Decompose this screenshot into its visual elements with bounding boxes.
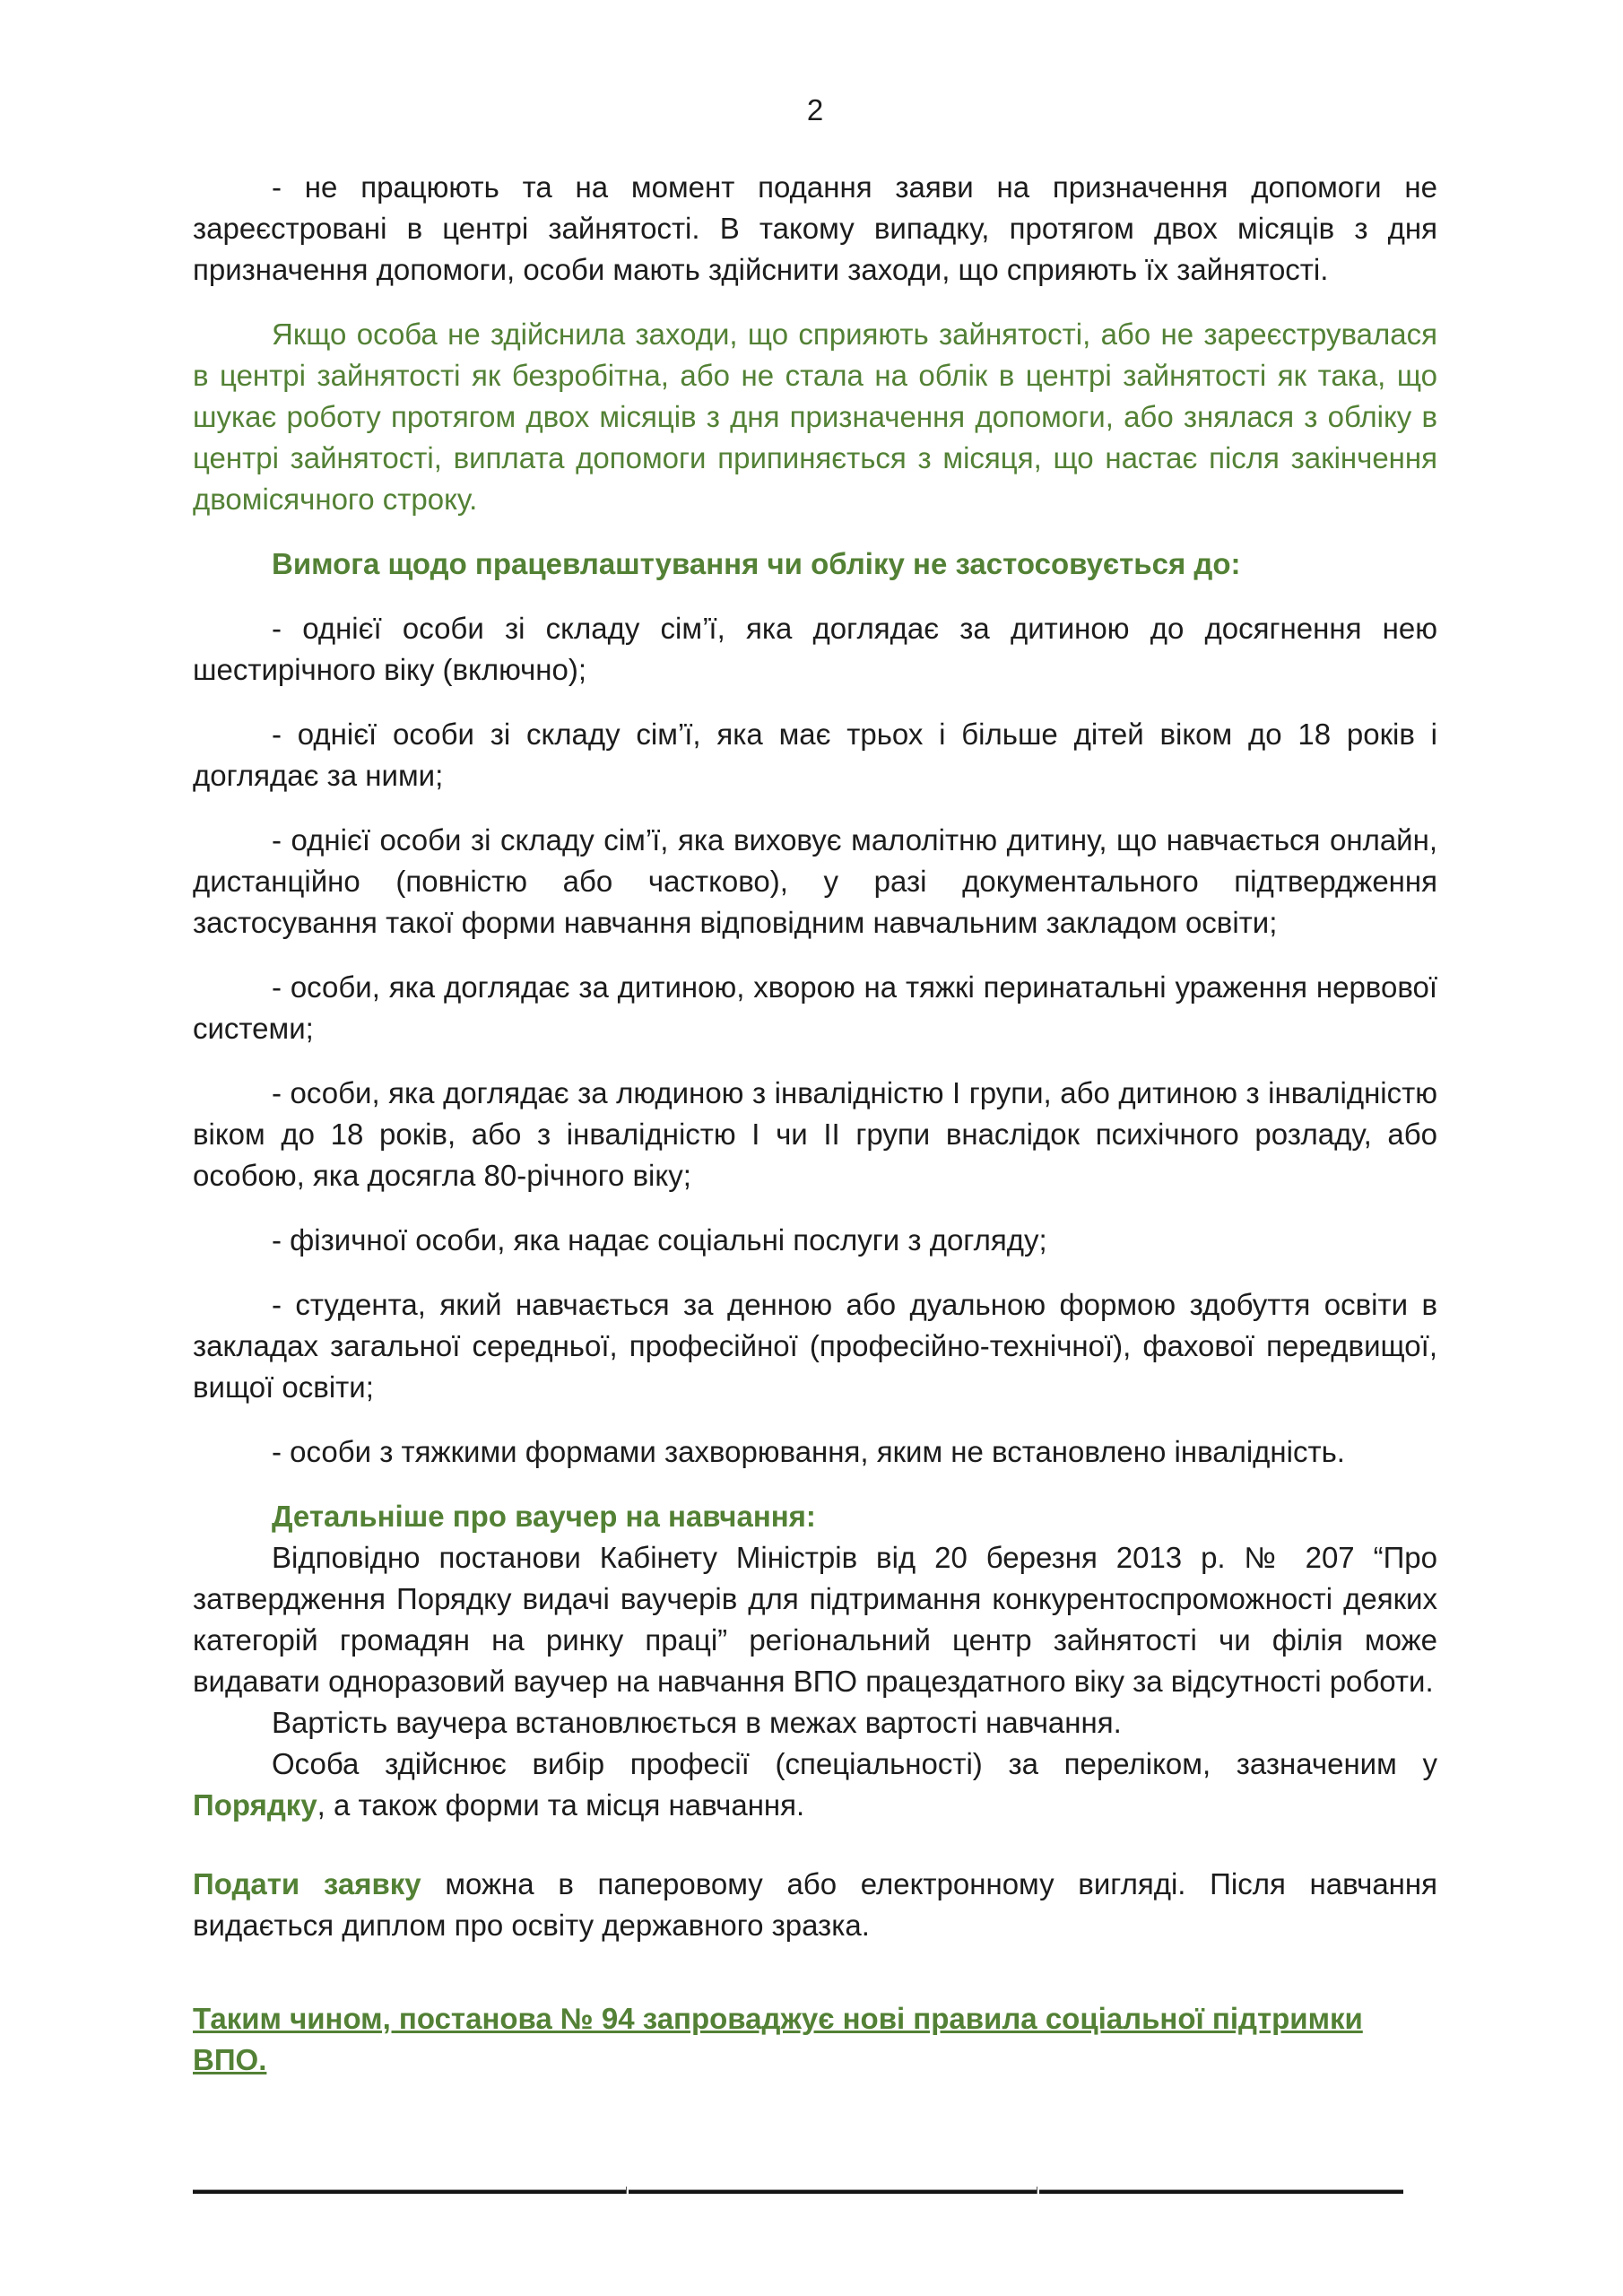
voucher-paragraph: Відповідно постанови Кабінету Міністрів від 20 березня 2013 р. № 207 “Про затвердження Порядку видачі ваучерів для підтримання конкурентоспроможності деяких категорій громадян на ринку праці” регіональний центр зайнятості чи філія може видавати одноразовий ваучер на навчання ВПО працездатного віку за відсутності роботи. (193, 1541, 1437, 1698)
green-note-paragraph: Якщо особа не здійснила заходи, що сприяють зайнятості, або не зареєструвалася в центрі зайнятості як безробітна, або не стала на облік в центрі зайнятості як така, що шукає роботу протягом двох місяців з дня призначення допомоги, або знялася з обліку в центрі зайнятості, виплата допомоги припиняється з місяця, що настає після закінчення двомісячного строку. (193, 317, 1437, 516)
separator-segment (1039, 2189, 1403, 2194)
apply-paragraph (193, 1864, 1437, 1946)
bullet-item: - фізичної особи, яка надає соціальні послуги з догляду; (272, 1223, 1047, 1257)
bullet-item: - особи з тяжкими формами захворювання, яким не встановлено інвалідність. (272, 1435, 1345, 1468)
voucher-heading: Детальніше про ваучер на навчання: (272, 1500, 816, 1533)
separator-segment (193, 2189, 626, 2194)
bullet-item: - особи, яка доглядає за дитиною, хворою на тяжкі перинатальні ураження нервової системи; (193, 970, 1437, 1045)
voucher-choice-text-after: , а також форми та місця навчання. (317, 1788, 805, 1822)
bullet-item: - особи, яка доглядає за людиною з інвалідністю І групи, або дитиною з інвалідністю віком до 18 років, або з інвалідністю І чи ІІ групи внаслідок психічного розладу, або особою, яка досягла 80-річного віку; (193, 1076, 1437, 1192)
bullet-item: - студента, який навчається за денною або дуальною формою здобуття освіти в закладах загальної середньої, професійної (професійно-технічної), фахової передвищої, вищої освіти; (193, 1288, 1437, 1404)
footnote-separator (193, 2187, 1403, 2194)
voucher-choice-text-before: Особа здійснює вибір професії (спеціальності) за переліком, зазначеним у (272, 1747, 1437, 1780)
bullet-item: - однієї особи зі складу сім’ї, яка доглядає за дитиною до досягнення нею шестирічного віку (включно); (193, 612, 1437, 686)
voucher-cost-paragraph: Вартість ваучера встановлюється в межах вартості навчання. (272, 1706, 1122, 1739)
conclusion-line: Таким чином, постанова № 94 запроваджує нові правила соціальної підтримки ВПО. (193, 2002, 1363, 2076)
page-number: 2 (806, 93, 824, 126)
apply-link[interactable]: Подати заявку (193, 1867, 421, 1900)
apply-text: можна в паперовому або електронному вигляді. Після навчання видається диплом про освіту державного зразка. (193, 1867, 1437, 1942)
requirements-heading: Вимога щодо працевлаштування чи обліку не застосовується до: (272, 547, 1241, 580)
bullet-item: - однієї особи зі складу сім’ї, яка виховує малолітню дитину, що навчається онлайн, дистанційно (повністю або частково), у разі документального підтвердження застосування такої форми навчання відповідним навчальним закладом освіти; (193, 823, 1437, 939)
bullet-item: - однієї особи зі складу сім’ї, яка має трьох і більше дітей віком до 18 років і доглядає за ними; (193, 718, 1437, 792)
separator-segment (629, 2189, 1037, 2194)
intro-paragraph: - не працюють та на момент подання заяви на призначення допомоги не зареєстровані в центрі зайнятості. В такому випадку, протягом двох місяців з дня призначення допомоги, особи мають здійснити заходи, що сприяють їх зайнятості. (193, 170, 1437, 286)
voucher-choice-paragraph (193, 1744, 1437, 1826)
poryadku-link[interactable]: Порядку (193, 1788, 317, 1822)
